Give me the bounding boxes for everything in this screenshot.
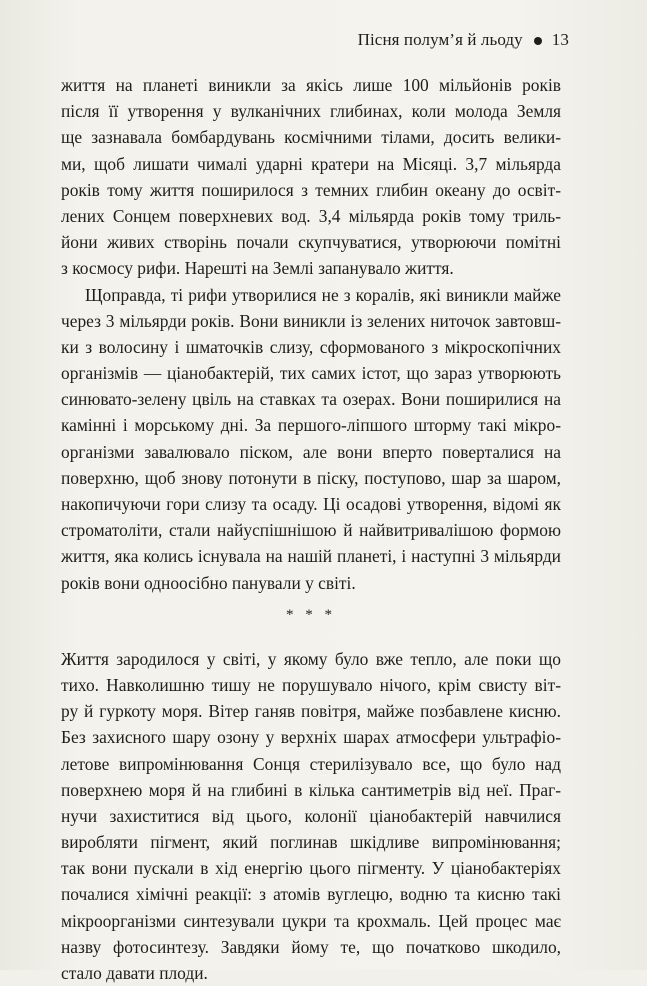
text-line: назву фотосинтезу. Завдяки йому те, що початково шкодило, (61, 936, 561, 957)
text-line: йони живих створінь почали скупчуватися, утворюючи помітні (61, 232, 561, 253)
text-line: життя на планеті виникли за якісь лише 100 мільйонів років (61, 75, 561, 95)
text-line: летове випромінювання Сонця стерилізувало все, що було над (61, 753, 561, 774)
text-line: мікроорганізми синтезували цукри та крохмаль. Цей процес має (61, 910, 561, 931)
text-line: ще зазнавала бомбардувань космічними тілами, досить велики- (61, 127, 561, 148)
text-line: поверхнею моря й на глибині в кілька сантиметрів від неї. Праг- (61, 779, 561, 800)
running-title: Пісня полум’я й льоду (357, 30, 523, 49)
page-number: 13 (551, 30, 569, 49)
text-line: після її утворення у вулканічних глибинах, коли молода Земля (61, 101, 561, 122)
text-line: синювато-зелену цвіль на ставках та озерах. Вони поширилися на (61, 389, 561, 410)
text-line: строматоліти, стали найуспішнішою й найвитривалішою формою (61, 520, 561, 541)
text-line: лених Сонцем поверхневих вод. 3,4 мільярда років тому триль- (61, 205, 561, 226)
running-header (358, 30, 569, 50)
text-line: років тому життя поширилося з темних глибин океану до освіт- (61, 179, 561, 200)
bullet-icon (534, 37, 542, 45)
text-line: тихо. Навколишню тишу не порушувало нічого, крім свисту віт- (61, 674, 561, 695)
text-line: організми завалювало піском, але вони вперто поверталися на (61, 441, 561, 462)
text-line: так вони пускали в хід енергію цього пігменту. У ціанобактеріях (61, 858, 561, 879)
text-line: стало давати плоди. (61, 963, 208, 983)
text-line: Без захисного шару озону у верхніх шарах атмосфери ультрафіо- (61, 727, 561, 748)
text-line: камінні і морському дні. За першого-ліпшого шторму такі мікро- (61, 415, 561, 436)
section-break: * * * (286, 606, 336, 623)
paragraph-2 (61, 282, 561, 596)
text-line: ру й гуркоту моря. Вітер ганяв повітря, майже позбавлене кисню. (61, 701, 561, 722)
text-line: виробляти пігмент, який поглинав шкідливе випромінювання; (61, 832, 561, 853)
text-line: ми, щоб лишати чималі ударні кратери на Місяці. 3,7 мільярда (61, 153, 561, 174)
text-line: через 3 мільярди років. Вони виникли із зелених ниточок завтовш- (61, 310, 561, 331)
text-line: накопичуючи гори слизу та осаду. Ці осадові утворення, відомі як (61, 494, 561, 514)
text-line: нучи захиститися від цього, колонії ціанобактерій навчилися (61, 805, 561, 826)
text-line: організмів — ціанобактерій, тих самих істот, що зараз утворюють (61, 363, 561, 384)
text-line: почалися хімічні реакції: з атомів вуглецю, водню та кисню такі (61, 884, 561, 905)
text-line: з космосу рифи. Нарешті на Землі запанувало життя. (61, 258, 454, 279)
text-line: Життя зародилося у світі, у якому було вже тепло, але поки що (61, 648, 561, 669)
text-line: ки з волосину і шматочків слизу, сформованого з мікроскопічних (61, 336, 561, 357)
text-line: років вони одноосібно панували у світі. (61, 572, 356, 593)
body-text (61, 72, 561, 986)
text-line: Щоправда, ті рифи утворилися не з коралів, які виникли майже (85, 284, 561, 305)
text-line: життя, яка колись існувала на нашій планеті, і наступні 3 мільярди (61, 546, 561, 567)
paragraph-3 (61, 646, 561, 986)
text-line: поверхню, щоб знову потонути в піску, поступово, шар за шаром, (61, 467, 561, 488)
paragraph-1 (61, 72, 561, 282)
